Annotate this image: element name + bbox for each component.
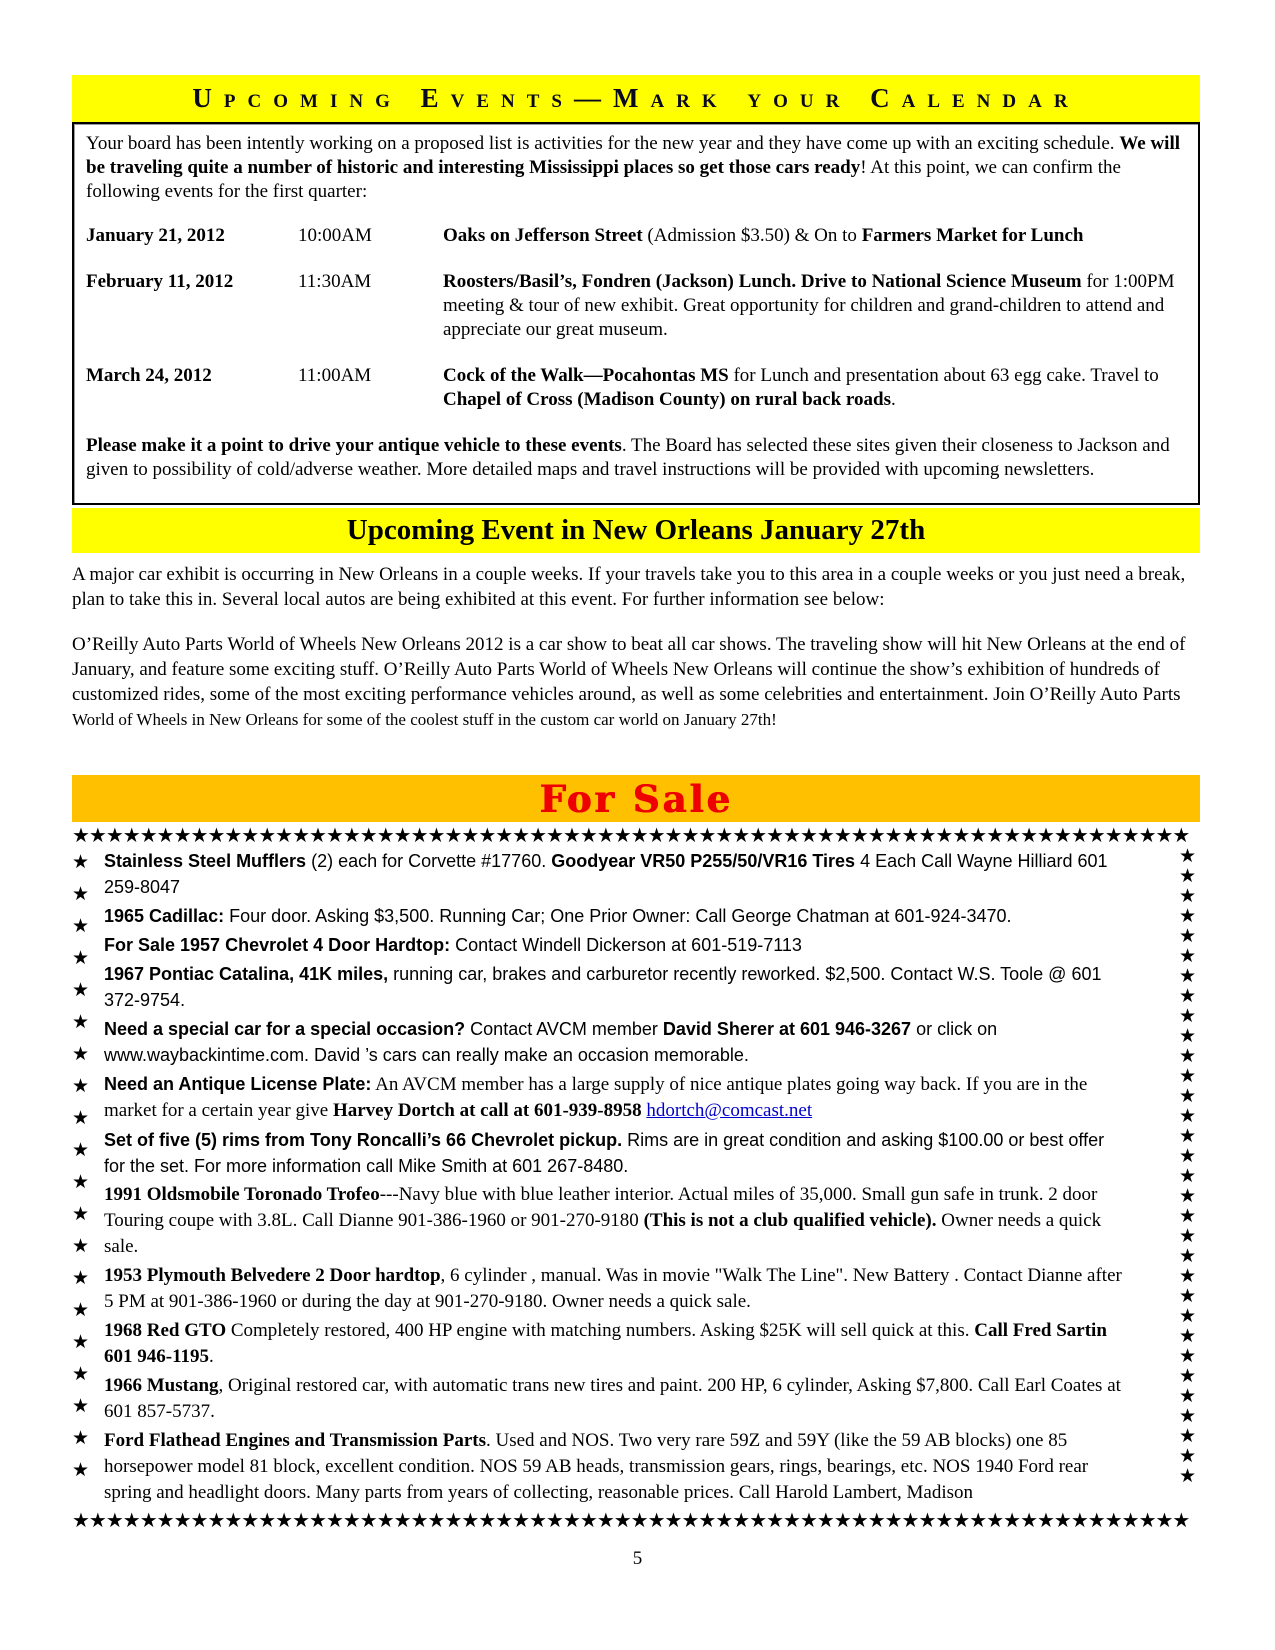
events-intro: Your board has been intently working on a proposed list is activities for the new year and they have come up with an exciting schedule. We will be traveling quite a number of historic and interesting Mississippi places so get those cars ready! At this point, we can confirm the following events for the first quarter:: [86, 133, 1181, 202]
for-sale-item: 1967 Pontiac Catalina, 41K miles, running car, brakes and carburetor recently reworked. $2,500. Contact W.S. Toole @ 601 372-9754.: [104, 964, 1102, 1010]
for-sale-item: For Sale 1957 Chevrolet 4 Door Hardtop: Contact Windell Dickerson at 601-519-7113: [104, 935, 802, 955]
for-sale-item: Stainless Steel Mufflers (2) each for Corvette #17760. Goodyear VR50 P255/50/VR16 Tires 4 Each Call Wayne Hilliard 601 259-8047: [104, 851, 1108, 897]
for-sale-item: Need a special car for a special occasion? Contact AVCM member David Sherer at 601 946-3267 or click on www.waybackintime.com. David ’s cars can really make an occasion memorable.: [104, 1019, 998, 1065]
event-description: Cock of the Walk—Pocahontas MS for Lunch and presentation about 63 egg cake. Travel to Chapel of Cross (Madison County) on rural back roads.: [443, 365, 1159, 410]
events-outro: Please make it a point to drive your antique vehicle to these events. The Board has selected these sites given their closeness to Jackson and given to possibility of cold/adverse weather. More detailed maps and travel instructions will be provided with upcoming newsletters.: [86, 435, 1170, 480]
new-orleans-banner: [72, 508, 1200, 553]
event-row: [86, 224, 1184, 248]
for-sale-item: Need an Antique License Plate: An AVCM member has a large supply of nice antique plates going way back. If you are in the market for a certain year give Harvey Dortch at call at 601-939-8958 hdortch@comcast.net: [104, 1074, 1088, 1121]
new-orleans-title: Upcoming Event in New Orleans January 27th: [346, 514, 926, 546]
for-sale-item: 1965 Cadillac: Four door. Asking $3,500. Running Car; One Prior Owner: Call George Chatman at 601-924-3470.: [104, 906, 1012, 926]
star-border-bottom-icon: ★★★★★★★★★★★★★★★★★★★★★★★★★★★★★★★★★★★★★★★★★★★★★★★★★★★★★★★★★★★★★★★★★★: [72, 1509, 1190, 1531]
upcoming-events-banner: [72, 75, 1200, 122]
event-date: January 21, 2012: [86, 225, 225, 246]
for-sale-item: 1968 Red GTO Completely restored, 400 HP engine with matching numbers. Asking $25K will sell quick at this. Call Fred Sartin 601 946-1195.: [104, 1320, 1107, 1367]
for-sale-banner: [72, 775, 1200, 822]
new-orleans-intro: A major car exhibit is occurring in New Orleans in a couple weeks. If your travels take you to this area in a couple weeks or you just need a break, plan to take this in. Several local autos are being exhibited at this event. For further information see below:: [72, 564, 1186, 610]
for-sale-item: Set of five (5) rims from Tony Roncalli’s 66 Chevrolet pickup. Rims are in great condition and asking $100.00 or best offer for the set. For more information call Mike Smith at 601 267-8480.: [104, 1130, 1105, 1176]
event-row: [86, 364, 1184, 412]
new-orleans-details: O’Reilly Auto Parts World of Wheels New Orleans 2012 is a car show to beat all car shows. The traveling show will hit New Orleans at the end of January, and feature some exciting stuff. O’Reilly Auto Parts World of Wheels New Orleans will continue the show’s exhibition of hundreds of customized rides, some of the most exciting performance vehicles around, as well as some celebrities and entertainment. Join O’Reilly Auto Parts World of Wheels in New Orleans for some of the coolest stuff in the custom car world on January 27th!: [72, 634, 1186, 729]
for-sale-listings: [102, 846, 1134, 1509]
events-box: [72, 122, 1200, 505]
email-link[interactable]: hdortch@comcast.net: [646, 1100, 813, 1121]
event-date: February 11, 2012: [86, 271, 234, 292]
page-number: 5: [632, 1548, 643, 1569]
for-sale-item: Ford Flathead Engines and Transmission Parts. Used and NOS. Two very rare 59Z and 59Y (like the 59 AB blocks) one 85 horsepower model 81 block, excellent condition. NOS 59 AB heads, transmission gears, rings, bearings, etc. NOS 1940 Ford rear spring and headlight doors. Many parts from years of collecting, reasonable prices. Call Harold Lambert, Madison: [104, 1430, 1089, 1503]
for-sale-section: [72, 824, 1200, 1531]
star-border-left-icon: ★ ★ ★ ★ ★ ★ ★ ★ ★ ★ ★ ★ ★ ★ ★ ★ ★ ★ ★ ★: [72, 851, 90, 1481]
event-date: March 24, 2012: [86, 365, 212, 386]
event-description: Roosters/Basil’s, Fondren (Jackson) Lunch. Drive to National Science Museum for 1:00PM meeting & tour of new exhibit. Great opportunity for children and grand-children to attend and appreciate our great museum.: [443, 271, 1175, 340]
for-sale-item: 1966 Mustang, Original restored car, with automatic trans new tires and paint. 200 HP, 6 cylinder, Asking $7,800. Call Earl Coates at 601 857-5737.: [104, 1375, 1121, 1422]
event-time: 10:00AM: [298, 225, 372, 246]
for-sale-item: 1991 Oldsmobile Toronado Trofeo---Navy blue with blue leather interior. Actual miles of 35,000. Small gun safe in trunk. 2 door Touring coupe with 3.8L. Call Dianne 901-386-1960 or 901-270-9180 (This is not a club qualified vehicle). Owner needs a quick sale.: [104, 1184, 1102, 1257]
for-sale-item: 1953 Plymouth Belvedere 2 Door hardtop, 6 cylinder , manual. Was in movie "Walk The Line". New Battery . Contact Dianne after 5 PM at 901-386-1960 or during the day at 901-270-9180. Owner needs a quick sale.: [104, 1265, 1122, 1312]
event-time: 11:00AM: [298, 365, 372, 386]
upcoming-events-title: Upcoming Events—Mark your Calendar: [192, 83, 1080, 113]
event-row: [86, 270, 1184, 342]
event-description: Oaks on Jefferson Street (Admission $3.50) & On to Farmers Market for Lunch: [443, 225, 1084, 246]
star-border-right-icon: ★ ★ ★ ★ ★ ★ ★ ★ ★ ★ ★ ★ ★ ★ ★ ★ ★ ★ ★ ★ ★ ★ ★ ★ ★ ★ ★ ★ ★ ★ ★ ★: [1178, 845, 1196, 1487]
event-time: 11:30AM: [298, 271, 372, 292]
for-sale-title: For Sale: [539, 776, 733, 821]
star-border-top-icon: ★★★★★★★★★★★★★★★★★★★★★★★★★★★★★★★★★★★★★★★★★★★★★★★★★★★★★★★★★★★★★★★★★★: [72, 824, 1190, 846]
